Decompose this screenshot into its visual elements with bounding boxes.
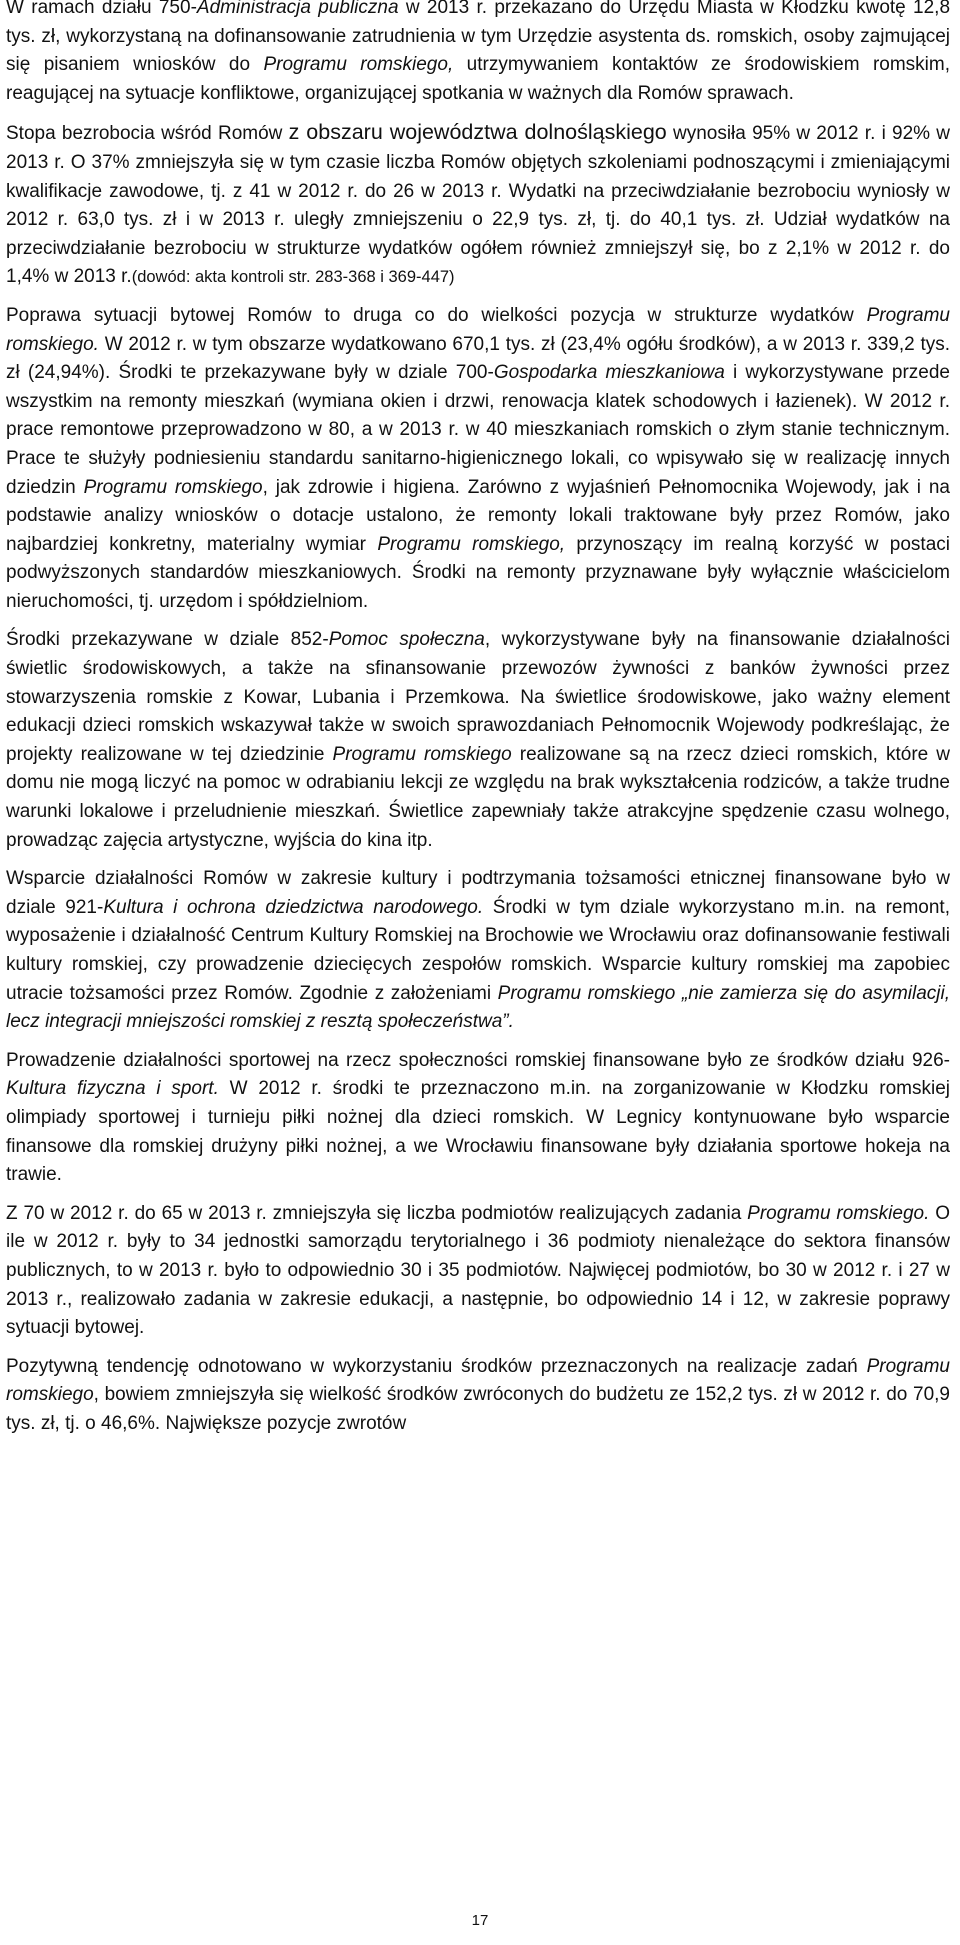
text-run: Środki przekazywane w dziale 852-	[6, 629, 329, 651]
text-run: Wsparcie działalności Romów w zakresie kultury i podtrzymania tożsamości etnicznej finansowane było w dziale 921-	[6, 868, 950, 918]
text-run: W ramach działu 750-	[6, 0, 197, 18]
italic-text: Programu romskiego,	[263, 54, 454, 76]
italic-text: Programu romskiego	[6, 1355, 950, 1406]
text-run: Z 70 w 2012 r. do 65 w 2013 r. zmniejszyła się liczba podmiotów realizujących zadania	[6, 1202, 748, 1224]
italic-text: Programu romskiego.	[6, 304, 950, 355]
text-run: , wykorzystywane były na finansowanie działalności świetlic środowiskowych, a także na sfinansowanie przewozów żywności z banków żywności przez stowarzyszenia romskie z Kowar, Lubania i Przemkowa. Na świetlice środowiskowe, jako ważny element edukacji dzieci romskich wskazywał także w swoich sprawozdaniach Pełnomocnik Wojewody podkreślając, że projekty realizowane w tej dziedzinie	[6, 629, 951, 765]
text-run: Poprawa sytuacji bytowej Romów to druga co do wielkości pozycja w strukturze wydatków	[6, 304, 867, 326]
text-run: Pozytywną tendencję odnotowano w wykorzystaniu środków przeznaczonych na realizacje zadań	[6, 1355, 867, 1377]
text-run: realizowane są na rzecz dzieci romskich, które w domu nie mogą liczyć na pomoc w odrabianiu lekcji ze względu na brak wykształcenia rodziców, a także trudne warunki lokalowe i przeludnienie mieszkań. Świetlice zapewniały także atrakcyjne spędzenie czasu wolnego, prowadząc zajęcia artystyczne, wyjścia do kina itp.	[6, 743, 951, 851]
text-run: Stopa bezrobocia wśród Romów	[6, 123, 289, 145]
italic-text: Administracja publiczna	[196, 0, 399, 18]
paragraph	[6, 626, 950, 855]
body-text	[6, 0, 950, 1439]
text-run: W 2012 r. środki te przeznaczono m.in. na zorganizowanie w Kłodzku romskiej olimpiady sportowej i turnieju piłki nożnej dla dzieci romskich. W Legnicy kontynuowane było wsparcie finansowe dla romskiej drużyny piłki nożnej, a we Wrocławiu finansowane były działania sportowe hokeja na trawie.	[6, 1078, 950, 1186]
text-run: O ile w 2012 r. były to 34 jednostki samorządu terytorialnego i 36 podmioty nienależące do sektora finansów publicznych, to w 2013 r. było to odpowiednio 30 i 35 podmiotów. Najwięcej podmiotów, bo 30 w 2012 r. i 27 w 2013 r., realizowało zadania w zakresie edukacji, a następnie, bo odpowiednio 14 i 12, w zakresie poprawy sytuacji bytowej.	[6, 1202, 950, 1339]
paragraph	[6, 1047, 950, 1190]
page-number: 17	[471, 1912, 489, 1929]
italic-text: Gospodarka mieszkaniowa	[493, 362, 725, 384]
paragraph	[6, 118, 950, 292]
italic-text: Programu romskiego.	[747, 1202, 930, 1224]
italic-text: Kultura fizyczna i sport.	[6, 1078, 219, 1100]
text-run: z obszaru województwa dolnośląskiego	[288, 120, 667, 145]
text-run: utrzymywaniem kontaktów ze środowiskiem romskim, reagującej na sytuacje konfliktowe, organizującej spotkania w ważnych dla Romów sprawach.	[6, 54, 950, 104]
text-run: , bowiem zmniejszyła się wielkość środków zwróconych do budżetu ze 152,2 tys. zł w 2012 r. do 70,9 tys. zł, tj. o 46,6%. Największe pozycje zwrotów	[6, 1384, 950, 1434]
paragraph	[6, 0, 950, 108]
italic-text: Kultura i ochrona dziedzictwa narodowego.	[103, 896, 484, 918]
italic-text: Pomoc społeczna	[328, 629, 485, 651]
text-run: Środki w tym dziale wykorzystano m.in. na remont, wyposażenie i działalność Centrum Kultury Romskiej na Brochowie we Wrocławiu oraz dofinansowanie festiwali kultury romskiej, czy prowadzenie dziecięcych zespołów romskich. Wsparcie kultury romskiej ma zapobiec utracie tożsamości przez Romów. Zgodnie z założeniami	[6, 896, 950, 1004]
text-run: i wykorzystywane przede wszystkim na remonty mieszkań (wymiana okien i drzwi, renowacja klatek schodowych i łazienek). W 2012 r. prace remontowe przeprowadzono w 80, a w 2013 r. w 40 mieszkaniach romskich o złym stanie technicznym. Prace te służyły podniesieniu standardu sanitarno-higienicznego lokali, co wpisywało się w realizację innych dziedzin	[6, 362, 950, 498]
paragraph	[6, 1353, 950, 1439]
paragraph	[6, 302, 950, 617]
italic-text: Programu romskiego	[83, 476, 263, 498]
evidence-reference: (dowód: akta kontroli str. 283-368 i 369-447)	[131, 268, 455, 287]
text-run: przynoszący im realną korzyść w postaci podwyższonych standardów mieszkaniowych. Środki na remonty przyznawane były wyłącznie właścicielom nieruchomości, tj. urzędom i spółdzielniom.	[6, 533, 950, 612]
text-run: Prowadzenie działalności sportowej na rzecz społeczności romskiej finansowane było ze środków działu 926-	[6, 1049, 950, 1071]
italic-text: Programu romskiego	[332, 743, 512, 765]
text-run: , jak zdrowie i higiena. Zarówno z wyjaśnień Pełnomocnika Wojewody, jak i na podstawie analizy wniosków o dotacje ustalono, że remonty lokali traktowane były przez Romów, jako najbardziej konkretny, materialny wymiar	[6, 476, 951, 555]
paragraph	[6, 1200, 950, 1343]
text-run: W 2012 r. w tym obszarze wydatkowano 670,1 tys. zł (23,4% ogółu środków), a w 2013 r. 339,2 tys. zł (24,94%). Środki te przekazywane były w dziale 700-	[6, 333, 950, 384]
text-run: w 2013 r. przekazano do Urzędu Miasta w Kłodzku kwotę 12,8 tys. zł, wykorzystaną na dofinansowanie zatrudnienia w tym Urzędzie asystenta ds. romskich, osoby zajmującej się pisaniem wniosków do	[6, 0, 951, 76]
italic-text: Programu romskiego,	[377, 533, 566, 555]
text-run: wynosiła 95% w 2012 r. i 92% w 2013 r. O 37% zmniejszyła się w tym czasie liczba Romów objętych szkoleniami podnoszącymi i zmieniającymi kwalifikacje zawodowe, tj. z 41 w 2012 r. do 26 w 2013 r. Wydatki na przeciwdziałanie bezrobociu wyniosły w 2012 r. 63,0 tys. zł i w 2013 r. uległy zmniejszeniu o 22,9 tys. zł, tj. do 40,1 tys. zł. Udział wydatków na przeciwdziałanie bezrobociu w strukturze wydatków ogółem również zmniejszył się, bo z 2,1% w 2012 r. do 1,4% w 2013 r.	[6, 123, 951, 288]
paragraph	[6, 865, 950, 1037]
italic-text: Programu romskiego „nie zamierza się do asymilacji, lecz integracji mniejszości romskiej z resztą społeczeństwa”.	[6, 982, 950, 1033]
